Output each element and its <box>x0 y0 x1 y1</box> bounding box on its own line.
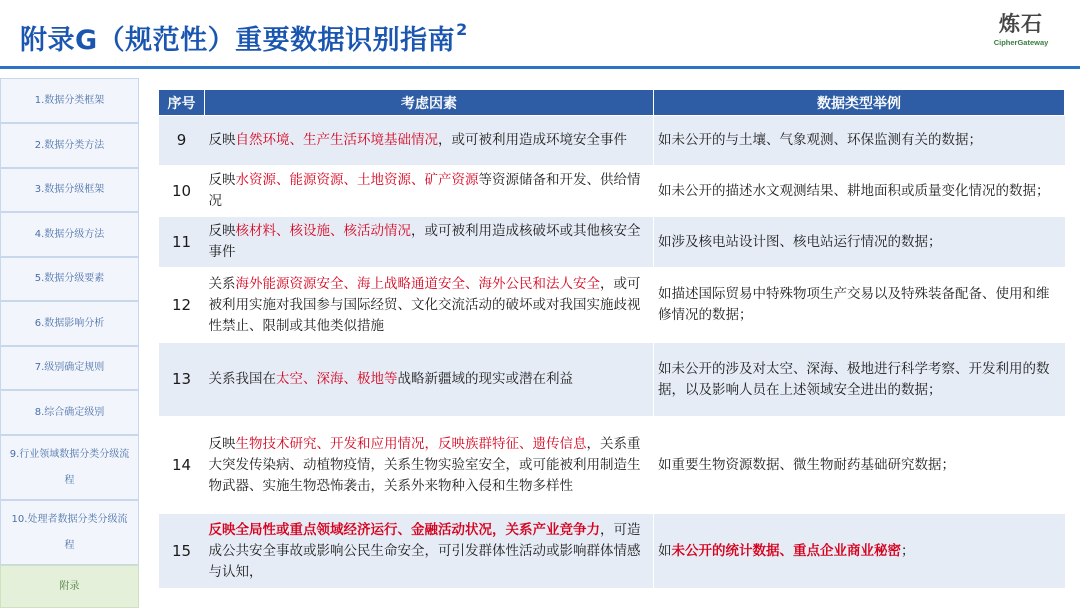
sidebar-item-data-grading-elements[interactable] <box>0 257 139 301</box>
sidebar-item-label: 6.数据影响分析 <box>34 317 105 329</box>
sidebar-item-data-impact-analysis[interactable] <box>0 301 139 346</box>
sidebar-item-label: 5.数据分级要素 <box>34 273 105 284</box>
table-row <box>159 116 1065 166</box>
row-example <box>654 514 1065 589</box>
column-header-factor: 考虑因素 <box>205 90 654 116</box>
factor-text: 反映 <box>208 223 236 239</box>
sidebar-item-appendix[interactable] <box>0 565 139 608</box>
sidebar-item-data-grading-framework[interactable] <box>0 168 139 212</box>
column-header-index: 序号 <box>159 90 205 116</box>
example-highlight: 未公开的统计数据、重点企业商业秘密 <box>671 542 901 559</box>
page-title-text: 附录G（规范性）重要数据识别指南 <box>20 25 456 56</box>
factor-highlight: 生物技术研究、开发和应用情况，反映族群特征、遗传信息 <box>235 435 587 452</box>
factor-highlight: 太空、深海、极地等 <box>276 371 398 387</box>
sidebar-item-data-grading-method[interactable] <box>0 212 139 257</box>
row-factor <box>205 343 654 417</box>
sidebar-item-label: 1.数据分类框架 <box>34 94 105 106</box>
row-example: 如未公开的描述水文观测结果、耕地面积或质量变化情况的数据； <box>654 166 1065 217</box>
sidebar-item-data-classification-method[interactable] <box>0 123 139 168</box>
factor-text: ，可造成公共安全事故或影响公民生命安全，可引发群体性活动或影响群体情感与认知， <box>208 521 641 580</box>
factor-text: 反映 <box>208 435 236 452</box>
sidebar-nav <box>0 78 141 608</box>
factor-text: 关系 <box>208 275 236 292</box>
brand-logo-cn: 炼石 <box>999 12 1043 36</box>
row-index: 10 <box>159 166 205 217</box>
page-title-superscript: 2 <box>456 20 468 39</box>
table-row <box>159 217 1065 268</box>
factor-text: ，关系重大突发传染病、动植物疫情，关系生物实验室安全，或可能被利用制造生物武器、实施生物恐怖袭击，关系外来物种入侵和生物多样性 <box>208 435 641 494</box>
sidebar-item-label: 3.数据分级框架 <box>34 184 105 195</box>
sidebar-item-industry-process[interactable] <box>0 435 139 500</box>
sidebar-item-label: 4.数据分级方法 <box>34 228 105 240</box>
table-row <box>159 166 1065 217</box>
factor-text: 等资源储备和开发、供给情况 <box>208 172 641 209</box>
factor-highlight: 反映全局性或重点领域经济运行、金融活动状况，关系产业竞争力 <box>208 521 600 538</box>
row-index: 12 <box>159 268 205 343</box>
factor-highlight: 核材料、核设施、核活动情况 <box>235 223 411 239</box>
page-title <box>20 18 468 57</box>
factor-text: ，或可被利用造成环境安全事件 <box>438 132 627 148</box>
brand-logo-en: CipherGateway <box>993 38 1049 47</box>
row-example: 如重要生物资源数据、微生物耐药基础研究数据； <box>654 417 1065 514</box>
row-index: 13 <box>159 343 205 417</box>
important-data-table <box>158 89 1065 589</box>
title-divider <box>0 66 1080 69</box>
column-header-example: 数据类型举例 <box>654 90 1065 116</box>
factor-text: 关系我国在 <box>208 371 276 387</box>
table-row <box>159 343 1065 417</box>
sidebar-item-data-classification-framework[interactable] <box>0 78 139 123</box>
factor-highlight: 自然环境、生产生活环境基础情况 <box>235 132 438 148</box>
row-example: 如涉及核电站设计图、核电站运行情况的数据； <box>654 217 1065 268</box>
sidebar-item-label: 2.数据分类方法 <box>34 139 105 151</box>
row-index: 15 <box>159 514 205 589</box>
factor-highlight: 海外能源资源安全、海上战略通道安全、海外公民和法人安全 <box>235 275 600 292</box>
table-row <box>159 514 1065 589</box>
factor-highlight: 水资源、能源资源、土地资源、矿产资源 <box>235 172 479 188</box>
sidebar-item-label: 8.综合确定级别 <box>34 406 105 418</box>
row-factor <box>205 116 654 166</box>
row-example: 如描述国际贸易中特殊物项生产交易以及特殊装备配备、使用和维修情况的数据； <box>654 268 1065 343</box>
factor-text: 反映 <box>208 172 236 188</box>
sidebar-item-label: 附录 <box>59 580 80 592</box>
sidebar-item-label: 7.级别确定规则 <box>34 362 105 373</box>
row-index: 14 <box>159 417 205 514</box>
example-text: ； <box>901 542 915 559</box>
row-index: 11 <box>159 217 205 268</box>
factor-text: ，或可被利用实施对我国参与国际经贸、文化交流活动的破坏或对我国实施歧视性禁止、限制或其他类似措施 <box>208 275 641 334</box>
row-index: 9 <box>159 116 205 166</box>
factor-text: 战略新疆域的现实或潜在利益 <box>397 371 573 387</box>
row-example: 如未公开的涉及对太空、深海、极地进行科学考察、开发利用的数据，以及影响人员在上述领域安全进出的数据； <box>654 343 1065 417</box>
row-factor <box>205 166 654 217</box>
row-factor <box>205 514 654 589</box>
factor-text: 反映 <box>208 132 236 148</box>
row-example: 如未公开的与土壤、气象观测、环保监测有关的数据； <box>654 116 1065 166</box>
sidebar-item-label: 9.行业领域数据分类分级流程 <box>9 448 130 486</box>
row-factor <box>205 217 654 268</box>
important-data-table-container <box>158 89 1064 596</box>
table-header-row <box>159 90 1065 116</box>
brand-logo <box>986 10 1056 52</box>
sidebar-item-comprehensive-level[interactable] <box>0 390 139 435</box>
sidebar-item-label: 10.处理者数据分类分级流程 <box>11 513 128 551</box>
example-text: 如 <box>658 542 672 559</box>
sidebar-item-level-rules[interactable] <box>0 346 139 390</box>
table-row <box>159 268 1065 343</box>
row-factor <box>205 268 654 343</box>
sidebar-item-processor-process[interactable] <box>0 500 139 565</box>
row-factor <box>205 417 654 514</box>
table-row <box>159 417 1065 514</box>
factor-text: ，或可被利用造成核破坏或其他核安全事件 <box>208 223 641 260</box>
